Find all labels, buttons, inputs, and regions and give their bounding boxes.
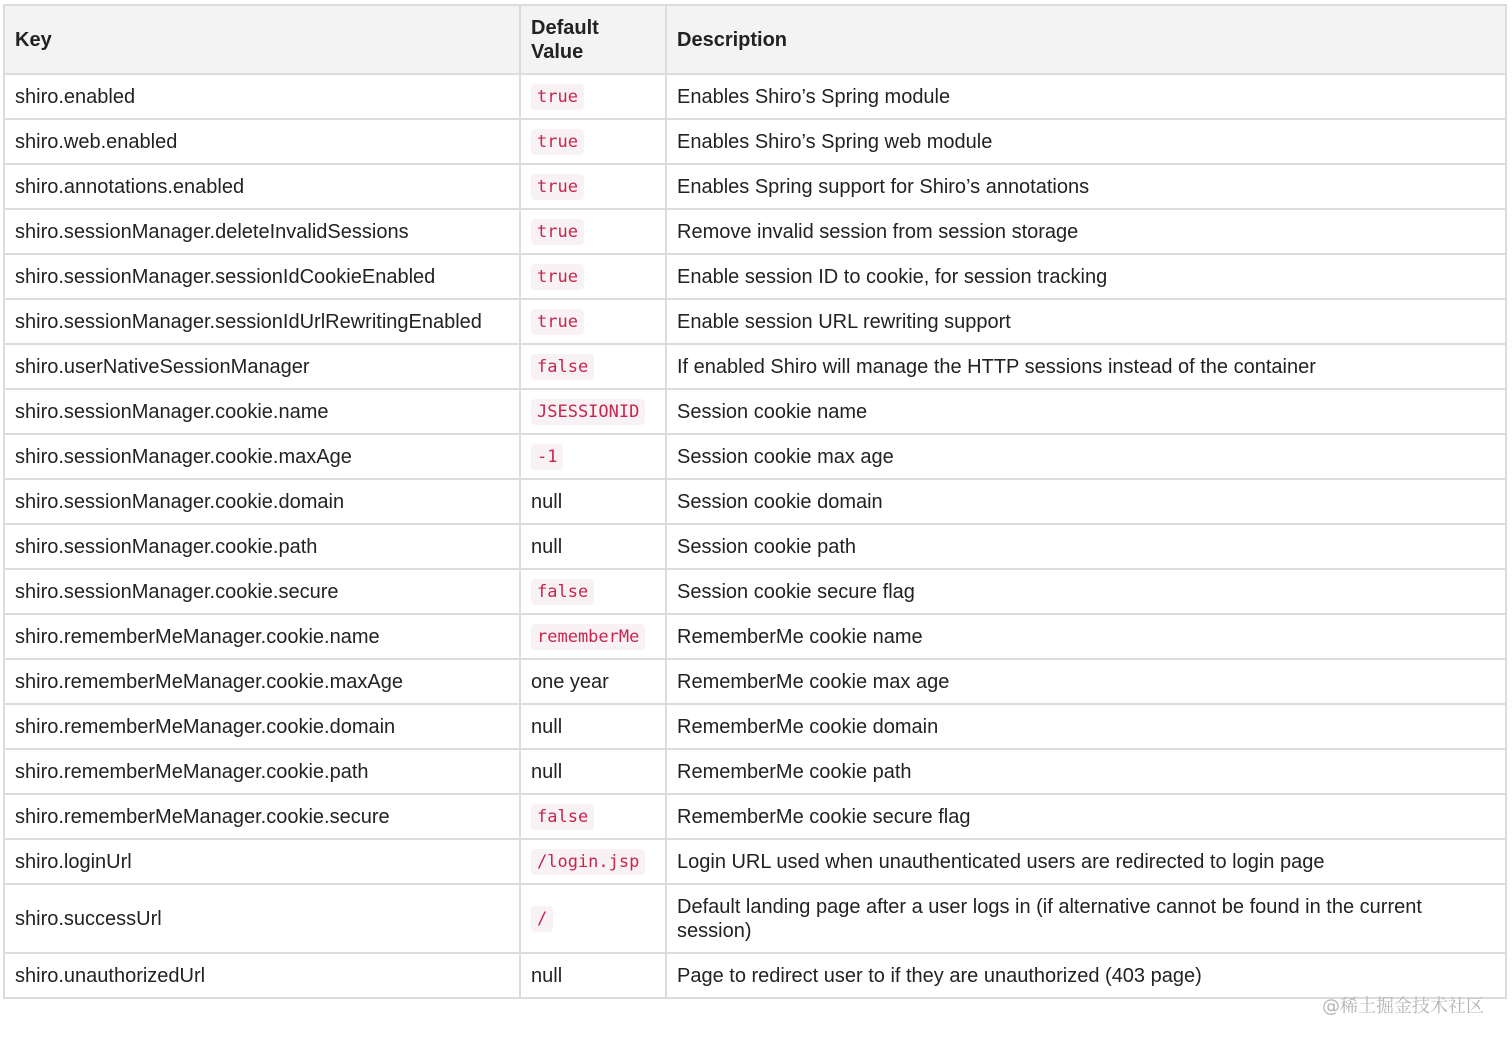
- table-row: [4, 659, 1506, 704]
- default-value-cell: [520, 479, 666, 524]
- default-value-cell: [520, 209, 666, 254]
- key-cell: shiro.rememberMeManager.cookie.name: [4, 614, 520, 659]
- table-row: [4, 119, 1506, 164]
- description-cell: Enables Shiro’s Spring web module: [666, 119, 1506, 164]
- code-value: false: [531, 804, 594, 830]
- key-cell: shiro.enabled: [4, 74, 520, 119]
- key-cell: shiro.loginUrl: [4, 839, 520, 884]
- plain-value: null: [531, 535, 563, 558]
- description-cell: Session cookie max age: [666, 434, 1506, 479]
- key-cell: shiro.sessionManager.deleteInvalidSessions: [4, 209, 520, 254]
- table-row: [4, 164, 1506, 209]
- description-cell: Remove invalid session from session storage: [666, 209, 1506, 254]
- default-value-cell: [520, 884, 666, 953]
- description-cell: Enables Spring support for Shiro’s annotations: [666, 164, 1506, 209]
- default-value-cell: [520, 704, 666, 749]
- table-row: [4, 749, 1506, 794]
- description-cell: Session cookie secure flag: [666, 569, 1506, 614]
- plain-value: null: [531, 964, 563, 987]
- table-row: [4, 389, 1506, 434]
- table-row: [4, 299, 1506, 344]
- default-value-cell: [520, 614, 666, 659]
- header-row: [4, 5, 1506, 74]
- plain-value: null: [531, 715, 563, 738]
- key-cell: shiro.rememberMeManager.cookie.secure: [4, 794, 520, 839]
- key-cell: shiro.sessionManager.cookie.maxAge: [4, 434, 520, 479]
- default-value-cell: [520, 344, 666, 389]
- plain-value: one year: [531, 670, 609, 693]
- description-cell: RememberMe cookie max age: [666, 659, 1506, 704]
- description-cell: Enables Shiro’s Spring module: [666, 74, 1506, 119]
- header-description: Description: [666, 5, 1506, 74]
- default-value-cell: [520, 839, 666, 884]
- description-cell: Enable session URL rewriting support: [666, 299, 1506, 344]
- key-cell: shiro.sessionManager.cookie.secure: [4, 569, 520, 614]
- key-cell: shiro.sessionManager.sessionIdCookieEnabled: [4, 254, 520, 299]
- default-value-cell: [520, 164, 666, 209]
- default-value-cell: [520, 524, 666, 569]
- key-cell: shiro.rememberMeManager.cookie.maxAge: [4, 659, 520, 704]
- default-value-cell: [520, 119, 666, 164]
- description-cell: RememberMe cookie name: [666, 614, 1506, 659]
- key-cell: shiro.rememberMeManager.cookie.path: [4, 749, 520, 794]
- description-cell: RememberMe cookie path: [666, 749, 1506, 794]
- description-cell: Session cookie domain: [666, 479, 1506, 524]
- table-row: [4, 614, 1506, 659]
- table-row: [4, 209, 1506, 254]
- plain-value: null: [531, 490, 563, 513]
- code-value: rememberMe: [531, 624, 645, 650]
- watermark: @稀土掘金技术社区: [1322, 996, 1484, 1017]
- default-value-cell: [520, 749, 666, 794]
- key-cell: shiro.sessionManager.cookie.name: [4, 389, 520, 434]
- table-row: [4, 254, 1506, 299]
- table-row: [4, 74, 1506, 119]
- code-value: false: [531, 354, 594, 380]
- default-value-cell: [520, 953, 666, 998]
- key-cell: shiro.rememberMeManager.cookie.domain: [4, 704, 520, 749]
- table-row: [4, 839, 1506, 884]
- code-value: -1: [531, 444, 563, 470]
- table-row: [4, 524, 1506, 569]
- description-cell: Session cookie path: [666, 524, 1506, 569]
- code-value: true: [531, 309, 584, 335]
- default-value-cell: [520, 659, 666, 704]
- table-row: [4, 569, 1506, 614]
- table-row: [4, 704, 1506, 749]
- default-value-cell: [520, 569, 666, 614]
- header-key: Key: [4, 5, 520, 74]
- description-cell: Enable session ID to cookie, for session tracking: [666, 254, 1506, 299]
- key-cell: shiro.unauthorizedUrl: [4, 953, 520, 998]
- code-value: true: [531, 174, 584, 200]
- default-value-cell: [520, 434, 666, 479]
- code-value: true: [531, 129, 584, 155]
- table-row: [4, 479, 1506, 524]
- key-cell: shiro.annotations.enabled: [4, 164, 520, 209]
- description-cell: Page to redirect user to if they are unauthorized (403 page): [666, 953, 1506, 998]
- code-value: /login.jsp: [531, 849, 645, 875]
- description-cell: Default landing page after a user logs in (if alternative cannot be found in the current session): [666, 884, 1506, 953]
- description-cell: RememberMe cookie secure flag: [666, 794, 1506, 839]
- code-value: true: [531, 264, 584, 290]
- default-value-cell: [520, 794, 666, 839]
- description-cell: Login URL used when unauthenticated users are redirected to login page: [666, 839, 1506, 884]
- key-cell: shiro.sessionManager.cookie.domain: [4, 479, 520, 524]
- table-row: [4, 953, 1506, 998]
- table-row: [4, 344, 1506, 389]
- code-value: false: [531, 579, 594, 605]
- header-default-value: Default Value: [520, 5, 666, 74]
- description-cell: If enabled Shiro will manage the HTTP sessions instead of the container: [666, 344, 1506, 389]
- key-cell: shiro.sessionManager.sessionIdUrlRewritingEnabled: [4, 299, 520, 344]
- config-table: [3, 4, 1507, 999]
- default-value-cell: [520, 389, 666, 434]
- code-value: JSESSIONID: [531, 399, 645, 425]
- key-cell: shiro.userNativeSessionManager: [4, 344, 520, 389]
- table-row: [4, 434, 1506, 479]
- code-value: /: [531, 906, 553, 932]
- description-cell: Session cookie name: [666, 389, 1506, 434]
- default-value-cell: [520, 74, 666, 119]
- description-cell: RememberMe cookie domain: [666, 704, 1506, 749]
- key-cell: shiro.sessionManager.cookie.path: [4, 524, 520, 569]
- default-value-cell: [520, 254, 666, 299]
- code-value: true: [531, 219, 584, 245]
- key-cell: shiro.web.enabled: [4, 119, 520, 164]
- key-cell: shiro.successUrl: [4, 884, 520, 953]
- default-value-cell: [520, 299, 666, 344]
- code-value: true: [531, 84, 584, 110]
- plain-value: null: [531, 760, 563, 783]
- table-row: [4, 884, 1506, 953]
- table-row: [4, 794, 1506, 839]
